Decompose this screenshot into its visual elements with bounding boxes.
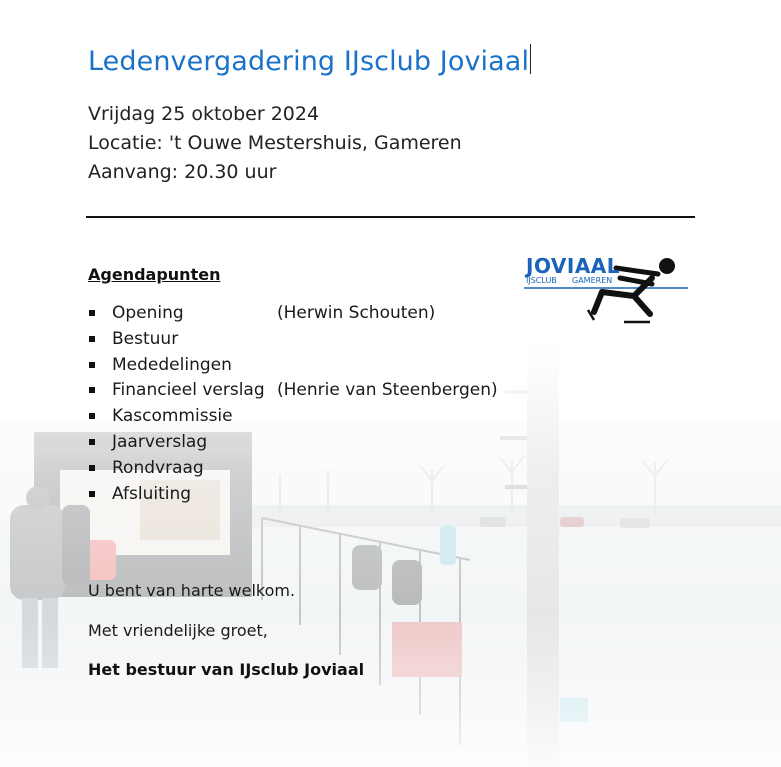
bullet-icon [89, 491, 95, 497]
agenda-item-person: (Henrie van Steenbergen) [277, 380, 498, 401]
bullet-icon [89, 439, 95, 445]
agenda-item-label: Mededelingen [112, 354, 232, 375]
logo-subtitle-left: IJSCLUB [526, 276, 557, 285]
bullet-icon [89, 336, 95, 342]
agenda-item-label: Kascommissie [112, 406, 233, 427]
logo-subtitle-right: GAMEREN [572, 276, 613, 285]
agenda-item-label: Opening [112, 303, 184, 323]
agenda-item-person: (Herwin Schouten) [277, 303, 436, 323]
agenda-item-label: Financieel verslag [112, 380, 265, 401]
bullet-icon [89, 465, 95, 471]
document-title-text: Ledenvergadering IJsclub Joviaal [88, 46, 530, 77]
meeting-date: Vrijdag 25 oktober 2024 [88, 103, 320, 125]
logo-name: JOVIAAL [526, 254, 621, 278]
bullet-icon [89, 362, 95, 368]
welcome-text: U bent van harte welkom. [88, 581, 296, 600]
signature-text: Het bestuur van IJsclub Joviaal [88, 660, 365, 679]
document-title[interactable] [88, 44, 531, 77]
meeting-location: Locatie: 't Ouwe Mestershuis, Gameren [88, 132, 462, 154]
club-logo [524, 254, 692, 326]
agenda-item-label: Jaarverslag [112, 431, 208, 452]
bullet-icon [89, 387, 95, 393]
agenda-item-label: Rondvraag [112, 457, 204, 478]
bullet-icon [89, 413, 95, 419]
meeting-info [88, 100, 462, 187]
greeting-text: Met vriendelijke groet, [88, 621, 268, 640]
agenda-heading: Agendapunten [88, 265, 221, 284]
agenda-item-label: Afsluiting [112, 483, 192, 504]
bullet-icon [89, 310, 95, 316]
agenda-item-label: Bestuur [112, 328, 179, 349]
meeting-start-time: Aanvang: 20.30 uur [88, 161, 277, 183]
horizontal-divider [86, 216, 695, 218]
text-cursor [530, 44, 531, 74]
